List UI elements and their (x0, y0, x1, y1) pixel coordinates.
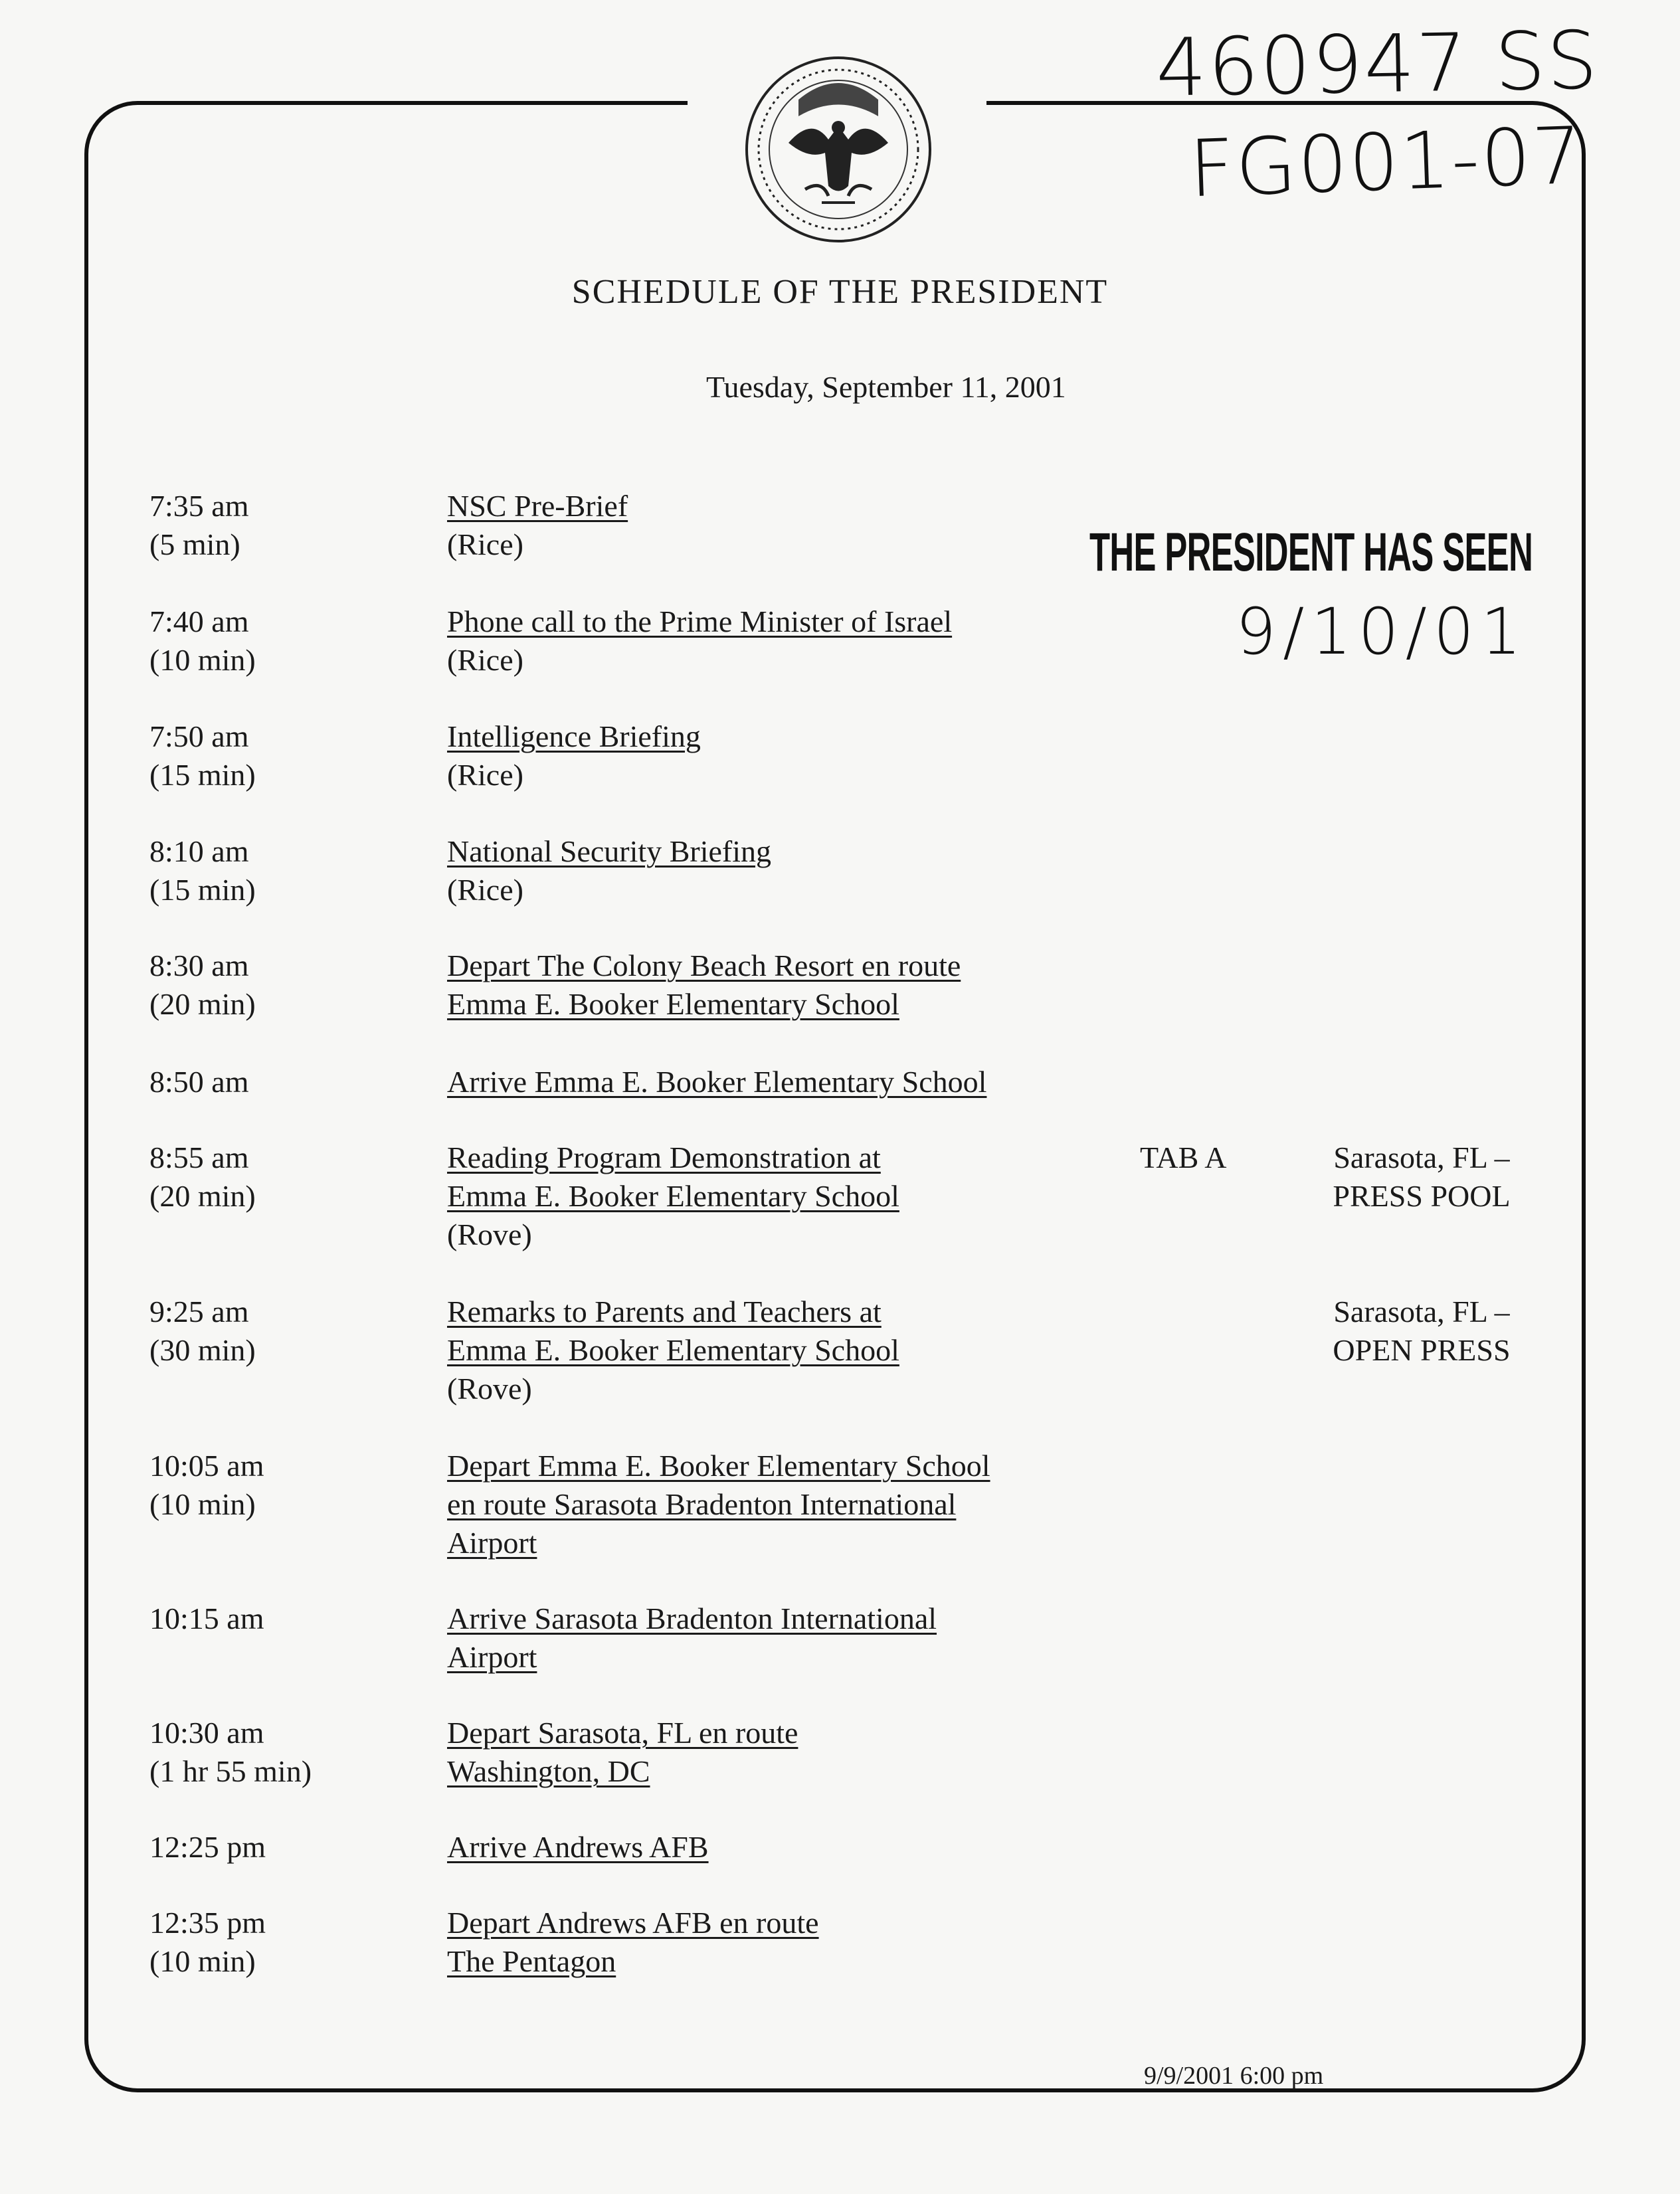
entry-staff: (Rice) (447, 758, 523, 792)
presidential-seal-icon (742, 53, 935, 246)
seen-stamp: THE PRESIDENT HAS SEEN (1089, 522, 1533, 583)
entry-time: 10:05 am (149, 1449, 264, 1483)
entry-location: Sarasota, FL – (1333, 1141, 1510, 1174)
entry-location: Sarasota, FL – (1333, 1295, 1510, 1328)
entry-time: 7:40 am (149, 604, 249, 638)
entry-event: Arrive Sarasota Bradenton International (447, 1601, 937, 1635)
entry-event: National Security Briefing (447, 834, 771, 868)
entry-event: Depart The Colony Beach Resort en route (447, 949, 961, 982)
entry-time: 7:35 am (149, 489, 249, 523)
entry-time: 7:50 am (149, 719, 249, 753)
press-status: PRESS POOL (1333, 1179, 1511, 1213)
entry-duration: (1 hr 55 min) (149, 1754, 312, 1788)
entry-time: 10:15 am (149, 1601, 264, 1635)
entry-time: 9:25 am (149, 1295, 249, 1328)
entry-duration: (20 min) (149, 987, 256, 1021)
tab-label: TAB A (1140, 1141, 1227, 1174)
entry-event: Emma E. Booker Elementary School (447, 1179, 899, 1213)
entry-event: Emma E. Booker Elementary School (447, 1333, 899, 1367)
entry-event: The Pentagon (447, 1944, 616, 1978)
entry-event: en route Sarasota Bradenton International (447, 1487, 957, 1521)
entry-duration: (10 min) (149, 1944, 256, 1978)
entry-duration: (5 min) (149, 527, 240, 561)
entry-time: 10:30 am (149, 1716, 264, 1750)
entry-duration: (30 min) (149, 1333, 256, 1367)
entry-event: Emma E. Booker Elementary School (447, 987, 899, 1021)
entry-staff: (Rice) (447, 643, 523, 677)
entry-time: 8:10 am (149, 834, 249, 868)
entry-staff: (Rove) (447, 1372, 532, 1406)
entry-event: Arrive Emma E. Booker Elementary School (447, 1065, 987, 1099)
entry-event: Phone call to the Prime Minister of Israel (447, 604, 953, 638)
print-timestamp: 9/9/2001 6:00 pm (1144, 2062, 1324, 2090)
entry-duration: (10 min) (149, 643, 256, 677)
entry-duration: (15 min) (149, 873, 256, 907)
entry-event: Reading Program Demonstration at (447, 1141, 881, 1174)
entry-time: 8:55 am (149, 1141, 249, 1174)
entry-duration: (15 min) (149, 758, 256, 792)
entry-staff: (Rice) (447, 873, 523, 907)
entry-event: Depart Emma E. Booker Elementary School (447, 1449, 990, 1483)
entry-event: Intelligence Briefing (447, 719, 701, 753)
entry-event: Depart Sarasota, FL en route (447, 1716, 798, 1750)
page-title: SCHEDULE OF THE PRESIDENT (571, 273, 1109, 311)
entry-staff: (Rice) (447, 527, 523, 561)
entry-event: Arrive Andrews AFB (447, 1830, 709, 1864)
entry-event: Airport (447, 1526, 537, 1560)
entry-duration: (10 min) (149, 1487, 256, 1521)
entry-event: Airport (447, 1640, 537, 1674)
entry-time: 8:50 am (149, 1065, 249, 1099)
stamp-handwritten-date: 9/10/01 (1236, 594, 1529, 669)
handwritten-file-code: FG001-07 (1187, 109, 1585, 215)
entry-time: 12:25 pm (149, 1830, 266, 1864)
entry-staff: (Rove) (447, 1218, 532, 1251)
entry-time: 8:30 am (149, 949, 249, 982)
entry-time: 12:35 pm (149, 1906, 266, 1940)
entry-event: Remarks to Parents and Teachers at (447, 1295, 882, 1328)
entry-duration: (20 min) (149, 1179, 256, 1213)
press-status: OPEN PRESS (1333, 1333, 1511, 1367)
entry-event: Depart Andrews AFB en route (447, 1906, 819, 1940)
handwritten-document-number: 460947 SS (1155, 15, 1600, 115)
entry-event: Washington, DC (447, 1754, 650, 1788)
schedule-date: Tuesday, September 11, 2001 (706, 370, 1066, 404)
entry-event: NSC Pre-Brief (447, 489, 628, 523)
